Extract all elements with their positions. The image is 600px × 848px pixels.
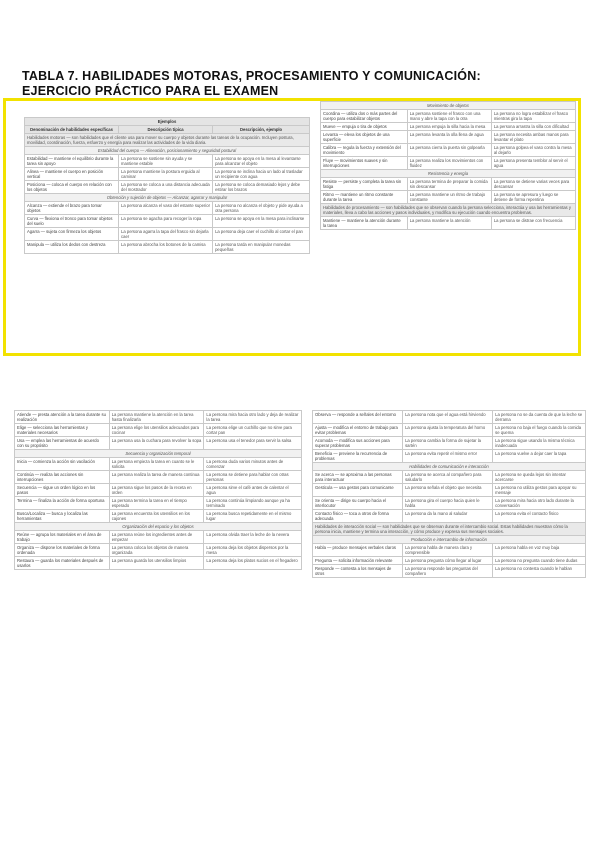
table-cell: La persona deja caer el cuchillo al cortar el pan	[213, 228, 310, 241]
table-cell: La persona agarra la tapa del frasco sin dejarla caer	[119, 228, 213, 241]
section-row	[313, 463, 586, 471]
table-cell: La persona se apoya en la mesa al levantarse para alcanzar el objeto	[213, 155, 310, 168]
table-row	[15, 544, 302, 557]
table-row	[321, 178, 576, 191]
table-row	[15, 424, 302, 437]
table-cell: Ajusta — modifica el entorno de trabajo para evitar problemas	[313, 424, 403, 437]
table-row	[15, 437, 302, 450]
table-cell: Se acerca — se aproxima a las personas para interactuar	[313, 471, 403, 484]
table-row	[313, 544, 586, 557]
table-cell: La persona olvida traer la leche de la nevera	[204, 531, 302, 544]
table-cell: Levanta — eleva los objetos de una superficie	[321, 131, 408, 144]
table-cell: La persona se detiene varias veces para descansar	[491, 178, 575, 191]
table-cell: Observa — responde a señales del entorno	[313, 411, 403, 424]
section-row	[321, 170, 576, 178]
table-row	[25, 155, 310, 168]
note-text: Habilidades de interacción social — son habilidades que se observan durante el intercambio social. Estas habilidades muestran cómo la persona inicia, mantiene y termina una interacción, y cómo produce y expresa sus mensajes sociales.	[313, 523, 586, 536]
table-cell: Elige — selecciona las herramientas y materiales necesarios	[15, 424, 110, 437]
table-cell: Alcanza — extiende el brazo para tomar objetos	[25, 202, 119, 215]
table-cell: La persona no alcanza el objeto y pide ayuda a otra persona	[213, 202, 310, 215]
note-text: Habilidades de procesamiento — son habilidades que se observan cuando la persona selecciona, interactúa y usa las herramientas y materiales, lleva a cabo las acciones y pasos individuales, y modifica su ejecución cuando encuentra problemas.	[321, 204, 576, 217]
table-cell: Organiza — dispone los materiales de forma ordenada	[15, 544, 110, 557]
table-row	[25, 241, 310, 254]
column-header: Descripción, ejemplo	[213, 126, 310, 134]
table-cell: La persona sigue usando la misma técnica inadecuada	[493, 437, 586, 450]
table-row	[15, 497, 302, 510]
table-cell: La persona evita repetir el mismo error	[403, 450, 493, 463]
table-cell: Calibra — regula la fuerza y extensión del movimiento	[321, 144, 408, 157]
table-cell: La persona mira hacia otro lado durante la conversación	[493, 497, 586, 510]
table-cell: La persona no baja el fuego cuando la comida se quema	[493, 424, 586, 437]
table-cell: Contacto físico — toca a otros de forma adecuada	[313, 510, 403, 523]
table-cell: Busca/Localiza — busca y localiza las herramientas	[15, 510, 110, 523]
table-cell: Estabilidad — mantiene el equilibrio durante la tarea sin apoyo	[25, 155, 119, 168]
table-cell: La persona elige un cuchillo que no sirve para cortar pan	[204, 424, 302, 437]
table-cell: La persona empieza la tarea en cuanto se le solicita	[109, 458, 204, 471]
table-cell: La persona no pregunta cuando tiene dudas	[493, 557, 586, 565]
table-cell: La persona presenta temblor al servir el agua	[491, 157, 575, 170]
table-cell: La persona vuelve a dejar caer la tapa	[493, 450, 586, 463]
table-cell: Beneficia — previene la recurrencia de problemas	[313, 450, 403, 463]
table-cell: Termina — finaliza la acción de forma oportuna	[15, 497, 110, 510]
table-row	[321, 123, 576, 131]
table-cell: Pregunta — solicita información relevante	[313, 557, 403, 565]
section-row	[25, 194, 310, 202]
table-cell: Continúa — realiza las acciones sin interrupciones	[15, 471, 110, 484]
table-row	[313, 411, 586, 424]
table-cell: Atiende — presta atención a la tarea durante su realización	[15, 411, 110, 424]
table-row	[25, 215, 310, 228]
table-row	[321, 131, 576, 144]
section-row	[25, 147, 310, 155]
table-cell: Acomoda — modifica sus acciones para superar problemas	[313, 437, 403, 450]
table-row	[313, 437, 586, 450]
table-cell: La persona mira hacia otro lado y deja de realizar la tarea	[204, 411, 302, 424]
table-cell: Mantiene — mantiene la atención durante la tarea	[321, 217, 408, 230]
table-row	[15, 531, 302, 544]
table-cell: La persona usa la cuchara para revolver la sopa	[109, 437, 204, 450]
table-cell: La persona empuja la silla hacia la mesa	[407, 123, 491, 131]
bottom-right-table	[312, 410, 586, 578]
table-cell: La persona continúa limpiando aunque ya ha terminado	[204, 497, 302, 510]
table-cell: Se orienta — dirige su cuerpo hacia el interlocutor	[313, 497, 403, 510]
page-title-line-2: EJERCICIO PRÁCTICO PARA EL EXAMEN	[22, 84, 279, 98]
table-cell: La persona busca repetidamente en el mismo lugar	[204, 510, 302, 523]
table-header-top: Ejemplos	[25, 118, 310, 126]
section-label: Resistencia y energía	[321, 170, 576, 178]
table-cell: La persona se detiene para hablar con otras personas	[204, 471, 302, 484]
table-row	[15, 557, 302, 570]
table-cell: La persona encuentra los utensilios en los cajones	[109, 510, 204, 523]
table-row	[25, 181, 310, 194]
table-row	[15, 471, 302, 484]
table-row	[313, 557, 586, 565]
table-cell: La persona cierra la puerta sin golpearla	[407, 144, 491, 157]
table-cell: La persona mantiene la atención	[407, 217, 491, 230]
table-cell: La persona cambia la forma de sujetar la sartén	[403, 437, 493, 450]
table-cell: Coordina — utiliza dos o más partes del cuerpo para estabilizar objetos	[321, 110, 408, 123]
table-cell: La persona mantiene un ritmo de trabajo constante	[407, 191, 491, 204]
table-cell: La persona levanta la olla llena de agua	[407, 131, 491, 144]
top-right-table	[320, 101, 576, 230]
table-cell: La persona se queda lejos sin intentar acercarse	[493, 471, 586, 484]
table-cell: La persona nota que el agua está hirviendo	[403, 411, 493, 424]
table-cell: La persona no contesta cuando le hablan	[493, 565, 586, 578]
table-cell: La persona se apoya en la mesa para inclinarse	[213, 215, 310, 228]
table-row	[313, 497, 586, 510]
table-cell: Reúne — agrupa los materiales en el área de trabajo	[15, 531, 110, 544]
table-row	[15, 484, 302, 497]
section-label: Organización del espacio y los objetos	[15, 523, 302, 531]
section-label: Obtención y sujeción de objetos — Alcanzar, agarrar y manipular	[25, 194, 310, 202]
section-label: Movimiento de objetos	[321, 102, 576, 110]
table-cell: Usa — emplea las herramientas de acuerdo con su propósito	[15, 437, 110, 450]
table-cell: La persona pregunta cómo llegar al lugar	[403, 557, 493, 565]
section-label: Habilidades de comunicación e interacción	[313, 463, 586, 471]
section-row	[15, 450, 302, 458]
note-row	[313, 523, 586, 536]
table-row	[321, 157, 576, 170]
table-row	[321, 191, 576, 204]
table-cell: La persona golpea el vaso contra la mesa al dejarlo	[491, 144, 575, 157]
table-cell: Habla — produce mensajes verbales claros	[313, 544, 403, 557]
table-cell: Manipula — utiliza los dedos con destreza	[25, 241, 119, 254]
header-row	[25, 126, 310, 134]
bottom-left-table	[14, 410, 302, 570]
table-row	[25, 168, 310, 181]
column-header: Denominación de habilidades específicas	[25, 126, 119, 134]
table-cell: La persona se coloca a una distancia adecuada del mostrador	[119, 181, 213, 194]
table-cell: La persona sigue los pasos de la receta en orden	[109, 484, 204, 497]
table-cell: La persona realiza la tarea de manera continua	[109, 471, 204, 484]
top-left-table	[24, 117, 310, 254]
note-text: Habilidades motoras — son habilidades que el cliente usa para mover su cuerpo y objetos durante las tareas de la ocupación. Incluyen postura, movilidad, coordinación, fuerza, esfuerzo y energía para realizar las actividades de la vida diaria.	[25, 134, 310, 147]
table-cell: La persona se sostiene sin ayuda y se mantiene estable	[119, 155, 213, 168]
table-cell: La persona ajusta la temperatura del horno	[403, 424, 493, 437]
note-row	[321, 204, 576, 217]
table-cell: Fluye — movimientos suaves y sin interrupciones	[321, 157, 408, 170]
table-cell: Agarra — sujeta con firmeza los objetos	[25, 228, 119, 241]
table-cell: La persona no utiliza gestos para apoyar su mensaje	[493, 484, 586, 497]
column-header: Descripción típica	[119, 126, 213, 134]
table-cell: Gesticula — usa gestos para comunicarse	[313, 484, 403, 497]
table-cell: La persona realiza los movimientos con fluidez	[407, 157, 491, 170]
table-cell: La persona mantiene la postura erguida al caminar	[119, 168, 213, 181]
table-cell: La persona alcanza el vaso del estante superior	[119, 202, 213, 215]
table-cell: Mueve — empuja o tira de objetos	[321, 123, 408, 131]
table-cell: Curva — flexiona el tronco para tomar objetos del suelo	[25, 215, 119, 228]
table-cell: La persona se agacha para recoger la ropa	[119, 215, 213, 228]
table-cell: Secuencia — sigue un orden lógico en los pasos	[15, 484, 110, 497]
table-row	[15, 510, 302, 523]
table-cell: La persona guarda los utensilios limpios	[109, 557, 204, 570]
table-cell: La persona evita el contacto físico	[493, 510, 586, 523]
table-row	[313, 510, 586, 523]
header-row	[25, 118, 310, 126]
table-cell: Inicia — comienza la acción sin vacilación	[15, 458, 110, 471]
table-row	[25, 202, 310, 215]
table-row	[15, 458, 302, 471]
table-row	[321, 110, 576, 123]
table-row	[15, 411, 302, 424]
table-cell: La persona sirve el café antes de calentar el agua	[204, 484, 302, 497]
table-row	[25, 228, 310, 241]
table-cell: La persona mantiene la atención en la tarea hasta finalizarla	[109, 411, 204, 424]
table-cell: Alinea — mantiene el cuerpo en posición vertical	[25, 168, 119, 181]
table-cell: La persona coloca los objetos de manera organizada	[109, 544, 204, 557]
table-cell: La persona sostiene el frasco con una mano y abre la tapa con la otra	[407, 110, 491, 123]
table-cell: La persona deja los objetos dispersos por la mesa	[204, 544, 302, 557]
table-cell: La persona habla en voz muy baja	[493, 544, 586, 557]
table-cell: Ritmo — mantiene un ritmo constante durante la tarea	[321, 191, 408, 204]
table-cell: La persona usa el tenedor para servir la salsa	[204, 437, 302, 450]
table-cell: La persona responde las preguntas del compañero	[403, 565, 493, 578]
table-row	[313, 565, 586, 578]
table-cell: La persona se distrae con frecuencia	[491, 217, 575, 230]
table-cell: La persona se coloca demasiado lejos y debe estirar los brazos	[213, 181, 310, 194]
table-cell: La persona no se da cuenta de que la leche se derrama	[493, 411, 586, 424]
table-cell: La persona abrocha los botones de la camisa	[119, 241, 213, 254]
table-cell: La persona tarda en manipular monedas pequeñas	[213, 241, 310, 254]
table-cell: La persona deja los platos sucios en el fregadero	[204, 557, 302, 570]
table-cell: La persona se inclina hacia un lado al trasladar un recipiente con agua	[213, 168, 310, 181]
table-cell: La persona gira el cuerpo hacia quien le habla	[403, 497, 493, 510]
note-row	[25, 134, 310, 147]
section-row	[321, 102, 576, 110]
table-cell: La persona reúne los ingredientes antes de empezar	[109, 531, 204, 544]
table-cell: La persona arrastra la silla con dificultad	[491, 123, 575, 131]
section-label: Estabilidad del cuerpo — Alineación, posicionamiento y seguridad postural	[25, 147, 310, 155]
section-row	[313, 536, 586, 544]
table-cell: La persona termina de preparar la comida sin descansar	[407, 178, 491, 191]
table-cell: La persona señala el objeto que necesita	[403, 484, 493, 497]
table-cell: La persona no logra estabilizar el frasco mientras gira la tapa	[491, 110, 575, 123]
table-cell: La persona necesita ambas manos para levantar el plato	[491, 131, 575, 144]
table-cell: Restaura — guarda los materiales después de usarlos	[15, 557, 110, 570]
table-cell: La persona termina la tarea en el tiempo esperado	[109, 497, 204, 510]
table-row	[313, 450, 586, 463]
section-label: Secuencia y organización temporal	[15, 450, 302, 458]
table-cell: Responde — contesta a los mensajes de otros	[313, 565, 403, 578]
title-block	[22, 69, 481, 99]
section-row	[15, 523, 302, 531]
table-row	[313, 471, 586, 484]
table-cell: Resiste — persiste y completa la tarea sin fatiga	[321, 178, 408, 191]
section-label: Producción e intercambio de información	[313, 536, 586, 544]
page-title-line-1: TABLA 7. HABILIDADES MOTORAS, PROCESAMIENTO Y COMUNICACIÓN:	[22, 69, 481, 83]
table-row	[321, 217, 576, 230]
table-row	[313, 484, 586, 497]
table-row	[313, 424, 586, 437]
table-cell: La persona se apresura y luego se detiene de forma repentina	[491, 191, 575, 204]
table-cell: La persona elige los utensilios adecuados para cocinar	[109, 424, 204, 437]
table-cell: La persona se acerca al compañero para saludarlo	[403, 471, 493, 484]
table-cell: La persona habla de manera clara y comprensible	[403, 544, 493, 557]
table-cell: Posiciona — coloca el cuerpo en relación con los objetos	[25, 181, 119, 194]
table-cell: La persona duda varios minutos antes de comenzar	[204, 458, 302, 471]
table-cell: La persona da la mano al saludar	[403, 510, 493, 523]
table-row	[321, 144, 576, 157]
